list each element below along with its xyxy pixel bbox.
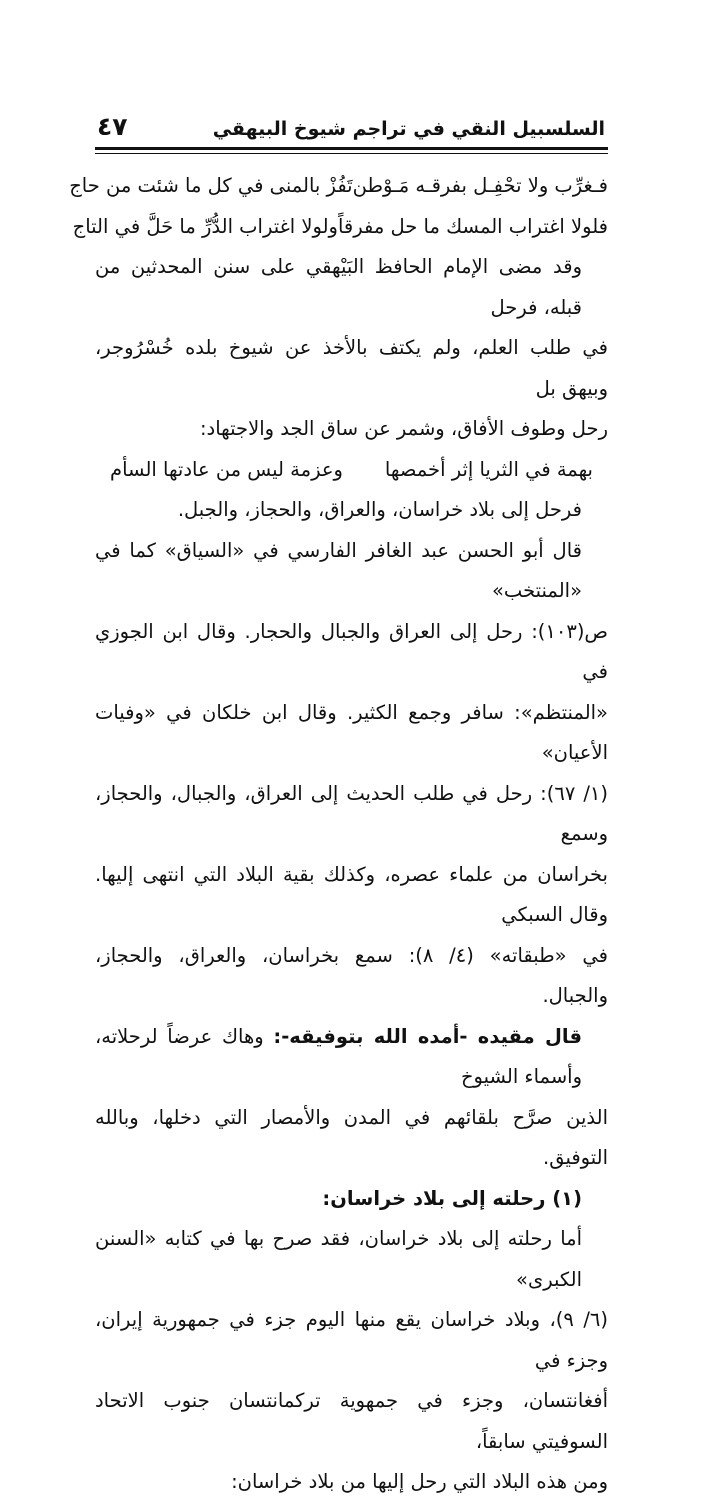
author-note-lead: قال مقيده -أمده الله بتوفيقه-: xyxy=(273,1024,582,1048)
header-rule-thick xyxy=(95,147,608,150)
paragraph-line: ومن هذه البلاد التي رحل إليها من بلاد خراسان: xyxy=(231,1470,608,1493)
page-header xyxy=(95,112,605,148)
paragraph-line: في طلب العلم، ولم يكتف بالأخذ عن شيوخ بلده خُسْرُوجر، وبيهق بل xyxy=(95,336,608,400)
page-number: ٤٧ xyxy=(97,112,128,141)
poem-line xyxy=(69,166,608,207)
paragraph-line: وقد مضى الإمام الحافظ البَيْهقي على سنن المحدثين من قبله، فرحل xyxy=(95,255,582,319)
paragraph-line: بخراسان من علماء عصره، وكذلك بقية البلاد التي انتهى إليها. وقال السبكي xyxy=(95,862,608,926)
hemistich: تَفُزْ بالمنى في كل ما شئت من حاج xyxy=(69,174,353,197)
hemistich: وعزمة ليس من عادتها السأم xyxy=(110,457,343,481)
header-rule-thin xyxy=(95,153,608,154)
hemistich: بهمة في الثريا إثر أخمصها xyxy=(384,457,593,481)
paragraph-line: أما رحلته إلى بلاد خراسان، فقد صرح بها في كتابه «السنن الكبرى» xyxy=(95,1227,582,1291)
page-body xyxy=(69,166,608,1503)
paragraph-line xyxy=(95,1017,608,1098)
author-note-text: وهاك عرضاً لرحلاته، وأسماء الشيوخ xyxy=(95,1024,582,1088)
paragraph-line: (٦/ ٩)، وبلاد خراسان يقع منها اليوم جزء في جمهورية إيران، وجزء في xyxy=(95,1308,608,1372)
paragraph-line: في «طبقاته» (٤/ ٨): سمع بخراسان، والعراق، والحجاز، والجبال. xyxy=(95,943,608,1007)
paragraph-line: أفغانتسان، وجزء في جمهوية تركمانتسان جنوب الاتحاد السوفيتي سابقاً، xyxy=(95,1389,608,1453)
hemistich: فـغرِّب ولا تحْفِـل بفرقـه مَـوْطن xyxy=(352,174,608,197)
paragraph-line: رحل وطوف الأفاق، وشمر عن ساق الجد والاجتهاد: xyxy=(199,417,608,440)
paragraph-line: ص(١٠٣): رحل إلى العراق والجبال والحجار. وقال ابن الجوزي في xyxy=(95,619,608,683)
poem-line xyxy=(95,450,608,491)
paragraph-line: قال أبو الحسن عبد الغافر الفارسي في «السياق» كما في «المنتخب» xyxy=(95,538,582,602)
paragraph-line: فرحل إلى بلاد خراسان، والعراق، والحجاز، والجبل. xyxy=(177,498,582,521)
hemistich: فلولا اغتراب المسك ما حل مفرقاً xyxy=(337,214,608,238)
hemistich: ولولا اغتراب الدُّرِّ ما حَلَّ في التاج xyxy=(72,214,338,238)
paragraph-line: «المنتظم»: سافر وجمع الكثير. وقال ابن خلكان في «وفيات الأعيان» xyxy=(95,700,608,764)
poem-line xyxy=(72,207,608,248)
running-title: السلسبيل النقي في تراجم شيوخ البيهقي xyxy=(212,118,605,140)
paragraph-line: (١/ ٦٧): رحل في طلب الحديث إلى العراق، والجبال، والحجاز، وسمع xyxy=(95,781,608,845)
section-heading: (١) رحلته إلى بلاد خراسان: xyxy=(322,1186,582,1210)
paragraph-line: الذين صرَّح بلقائهم في المدن والأمصار التي دخلها، وبالله التوفيق. xyxy=(95,1105,608,1169)
